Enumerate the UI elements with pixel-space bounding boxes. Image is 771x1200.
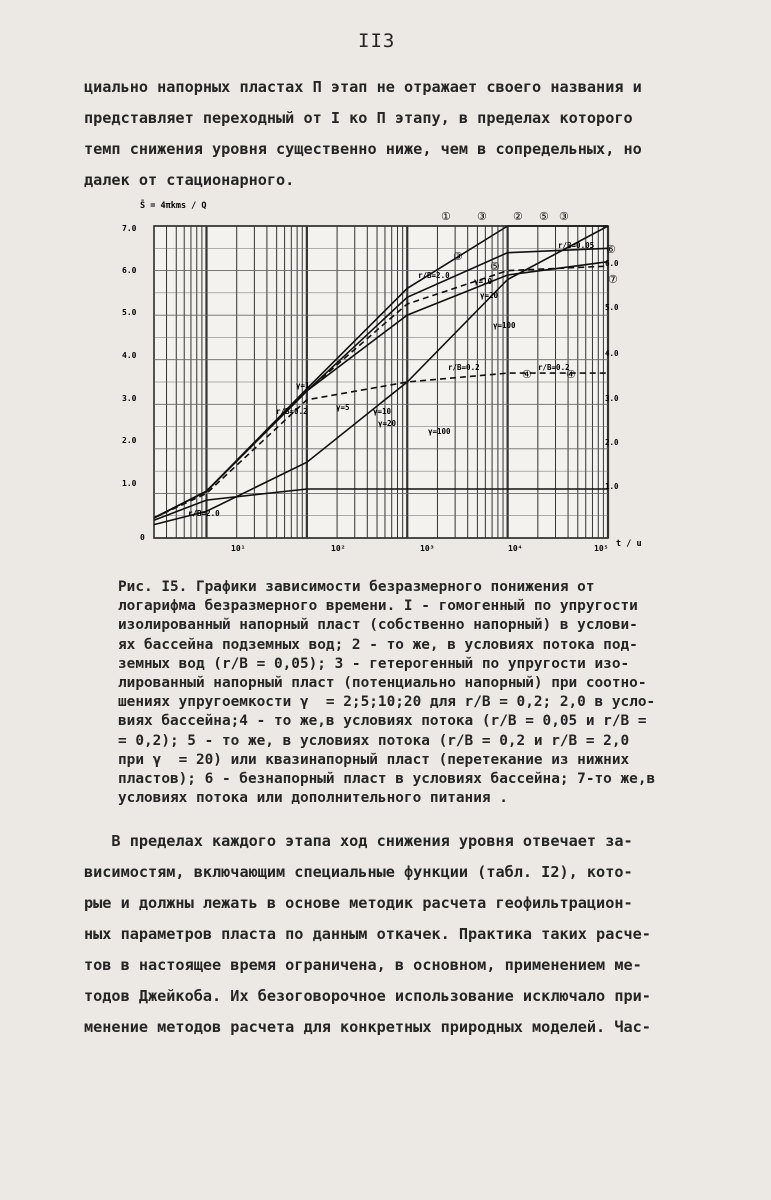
curve-label: r/B=0.2 [538, 363, 570, 372]
tick-label: 2.0 [122, 436, 137, 445]
caption-line: ях бассейна подземных вод; 2 - то же, в условиях потока под- [118, 636, 638, 653]
curve-label: r/B=0.2 [276, 407, 308, 416]
tick-label: 6.0 [605, 259, 619, 268]
tick-label: 1.0 [605, 482, 619, 491]
text-line: висимостям, включающим специальные функции (табл. I2), кото- [84, 863, 633, 881]
x-axis-label: t / u [616, 539, 642, 549]
curve-label: r/B=0.05 [558, 241, 595, 250]
tick-label: 3.0 [605, 394, 619, 403]
text-line: тодов Джейкоба. Их безоговорочное использование исключало при- [84, 987, 651, 1005]
caption-line: земных вод (r/B = 0,05); 3 - гетерогенный по упругости изо- [118, 655, 630, 672]
paragraph-top [84, 72, 642, 196]
curve-label: γ=100 [493, 321, 516, 330]
tick-label: 10⁴ [508, 544, 523, 553]
curve-marker: ⑤ [539, 210, 549, 223]
caption-line: условиях потока или дополнительного питания . [118, 790, 508, 807]
tick-label: 4.0 [122, 351, 137, 360]
curve-marker: ① [441, 210, 451, 223]
page-number: II3 [358, 30, 396, 52]
curve-marker: ⑦ [608, 273, 618, 286]
tick-label: 5.0 [605, 303, 619, 312]
tick-label: 10³ [420, 544, 435, 553]
text-line: ных параметров пласта по данным откачек. Практика таких расче- [84, 925, 651, 943]
curve-label: γ=20 [378, 419, 397, 428]
tick-label: 7.0 [122, 224, 137, 233]
tick-label: 10² [331, 544, 346, 553]
curve-label: r/B=2.0 [418, 271, 450, 280]
y-axis-label: S̄ = 4πkms / Q [140, 201, 207, 211]
curve-marker: ④ [522, 368, 532, 381]
tick-label: 4.0 [605, 349, 619, 358]
left-axis-ticks [122, 224, 145, 542]
text-line: циально напорных пластах П этап не отражает своего названия и [84, 78, 642, 96]
curve-marker: ⑤ [490, 260, 500, 273]
curve-label: γ=10 [373, 407, 392, 416]
curve-label: γ=20 [480, 291, 499, 300]
caption-line: шениях упругоемкости γ = 2;5;10;20 для r/B = 0,2; 2,0 в усло- [118, 694, 656, 711]
curve-label: γ=5 [336, 403, 350, 412]
curve-marker: ⑥ [606, 243, 616, 256]
text-line: менение методов расчета для конкретных природных моделей. Час- [84, 1018, 651, 1036]
curve-label: r/B=2.0 [188, 509, 220, 518]
drawdown-chart-svg [118, 198, 663, 558]
text-line: тов в настоящее время ограничена, в основном, применением ме- [84, 956, 642, 974]
caption-line: логарифма безразмерного времени. I - гомогенный по упругости [118, 598, 638, 615]
text-line: В пределах каждого этапа ход снижения уровня отвечает за- [84, 832, 633, 850]
curve-marker: ② [513, 210, 523, 223]
curve-label: γ=1 [296, 381, 310, 390]
tick-label: 6.0 [122, 266, 137, 275]
text-line: представляет переходный от I ко П этапу, в пределах которого [84, 109, 633, 127]
text-line: далек от стационарного. [84, 171, 295, 189]
curve-marker: ③ [453, 250, 463, 263]
tick-label: 2.0 [605, 438, 619, 447]
curve-label: γ=10 [474, 277, 493, 286]
tick-label: 5.0 [122, 308, 137, 317]
tick-label: 10⁵ [594, 544, 609, 553]
x-axis-ticks [231, 544, 608, 553]
curve-marker: ③ [477, 210, 487, 223]
caption-line: Рис. I5. Графики зависимости безразмерного понижения от [118, 579, 595, 595]
caption-line: изолированный напорный пласт (собственно напорный) в услови- [118, 617, 638, 634]
tick-label: 3.0 [122, 394, 137, 403]
text-line: темп снижения уровня существенно ниже, чем в сопредельных, но [84, 140, 642, 158]
caption-line: виях бассейна;4 - то же,в условиях потока (r/B = 0,05 и r/B = [118, 713, 647, 730]
caption-line: при γ = 20) или квазинапорный пласт (перетекание из нижних [118, 751, 630, 768]
text-line: рые и должны лежать в основе методик расчета геофильтрацион- [84, 894, 633, 912]
caption-line: пластов); 6 - безнапорный пласт в условиях бассейна; 7-то же,в [118, 771, 656, 788]
tick-label: 0 [140, 533, 145, 542]
curve-marker: ④ [566, 368, 576, 381]
curve-label: r/B=0.2 [448, 363, 480, 372]
curve-label: γ=100 [428, 427, 451, 436]
figure-caption [118, 578, 738, 808]
paragraph-bottom [84, 826, 651, 1043]
tick-label: 10¹ [231, 544, 246, 553]
figure-15-chart [118, 198, 663, 558]
caption-line: лированный напорный пласт (потенциально напорный) при соотно- [118, 675, 647, 692]
curve-marker: ③ [559, 210, 569, 223]
tick-label: 1.0 [122, 479, 137, 488]
caption-line: = 0,2); 5 - то же, в условиях потока (r/B = 0,2 и r/B = 2,0 [118, 732, 630, 749]
